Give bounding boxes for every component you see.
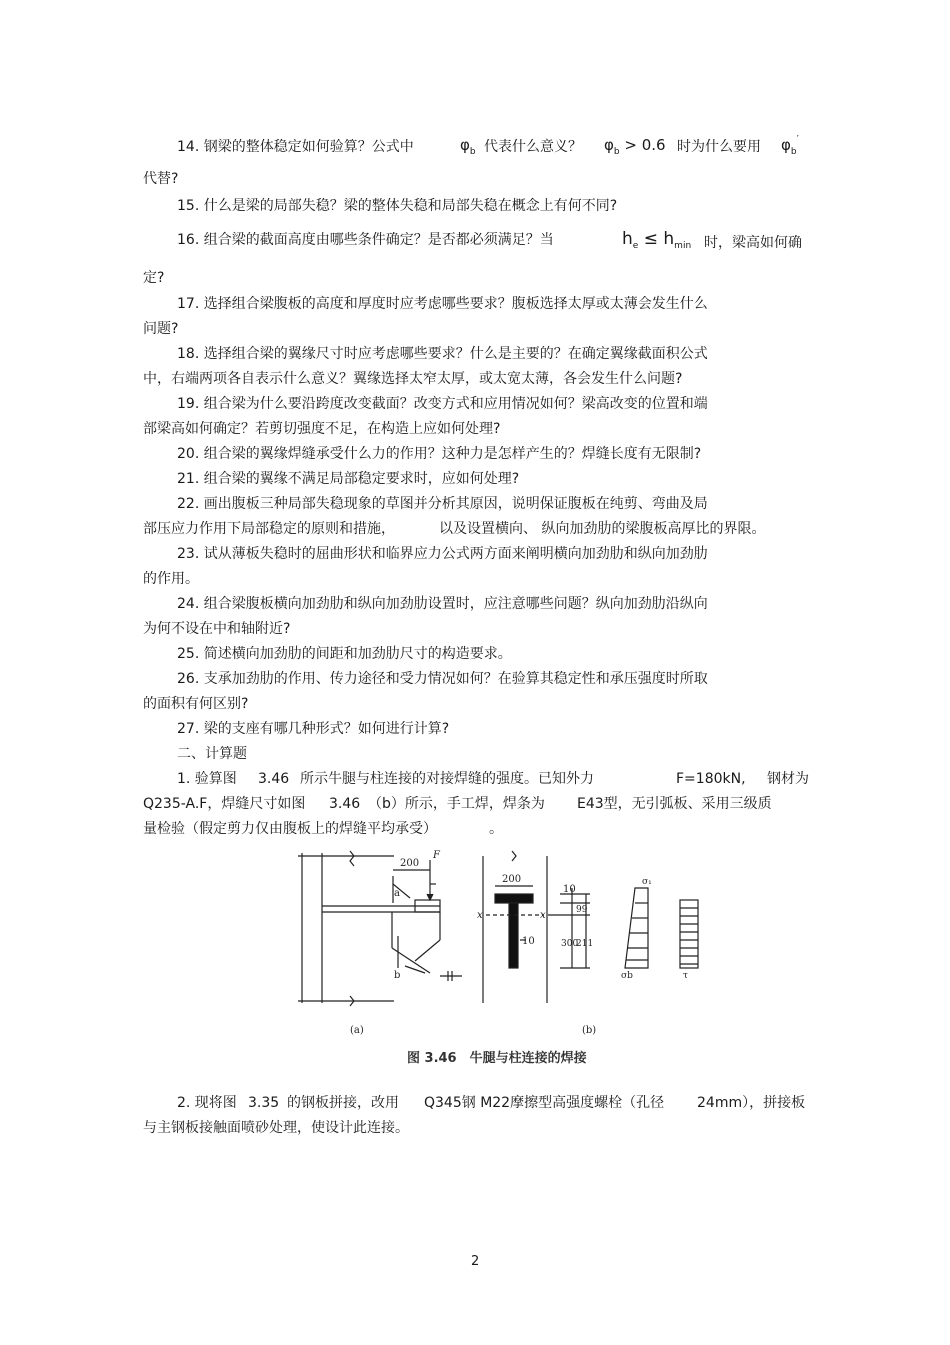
q25: 25. 简述横向加劲肋的间距和加劲肋尺寸的构造要求。 xyxy=(177,646,512,662)
sigma-diagram xyxy=(625,888,648,968)
q23-line2: 的作用。 xyxy=(143,571,199,587)
dim-200-b: 200 xyxy=(502,874,522,885)
calc1-l1b: 3.46 xyxy=(258,771,290,787)
q14-why: 时为什么要用 xyxy=(677,139,761,155)
q21: 21. 组合梁的翼缘不满足局部稳定要求时，应如何处理? xyxy=(177,471,520,487)
dim-300: 300 xyxy=(561,939,579,949)
section-calc-title: 二、计算题 xyxy=(177,746,247,762)
q18-line2: 中，右端两项各自表示什么意义？翼缘选择太窄太厚，或太宽太薄，各会发生什么问题? xyxy=(143,371,683,387)
dim-99: 99 xyxy=(576,905,588,915)
calc2-l1c: 的钢板拼接，改用 xyxy=(287,1095,399,1111)
q16-beam: 时，梁高如何确 xyxy=(704,235,802,251)
dim-10-top: 10 xyxy=(563,884,576,895)
phi-b-symbol: $\varphi_b$ xyxy=(460,136,476,157)
calc1-l1c: 所示牛腿与柱连接的对接焊缝的强度。已知外力 xyxy=(300,771,594,787)
calc1-l3a: 量检验（假定剪力仅由腹板上的焊缝平均承受） xyxy=(143,821,437,837)
calc1-l2a: Q235-A.F，焊缝尺寸如图 xyxy=(143,796,306,812)
he-leq-hmin: $h_e \le h_{min}$ xyxy=(622,229,692,251)
subcaption-b: (b) xyxy=(582,1025,597,1036)
label-f: F xyxy=(433,850,440,861)
calc1-l1e: 钢材为 xyxy=(767,771,809,787)
label-x-left: x xyxy=(477,910,483,921)
calc1-l2c: （b）所示，手工焊，焊条为 xyxy=(368,796,545,812)
q26-line1: 26. 支承加劲肋的作用、传力途径和受力情况如何？在验算其稳定性和承压强度时所取 xyxy=(177,671,708,687)
tau-diagram xyxy=(680,900,698,968)
dim-10-web: 10 xyxy=(522,936,535,947)
calc1-l1a: 1. 验算图 xyxy=(177,771,237,787)
calc2-l1b: 3.35 xyxy=(248,1095,280,1111)
q24-line2: 为何不设在中和轴附近? xyxy=(143,621,291,637)
label-tau: τ xyxy=(683,971,688,981)
calc2-l1d: Q345钢 M22摩擦型高强度螺栓（孔径 xyxy=(424,1095,665,1111)
q15: 15. 什么是梁的局部失稳？梁的整体失稳和局部失稳在概念上有何不同? xyxy=(177,198,618,214)
q22-line2b: 以及设置横向、 纵向加劲肋的梁腹板高厚比的界限。 xyxy=(439,521,766,537)
page-number: 2 xyxy=(471,1254,480,1269)
q14-meaning: 代表什么意义？ xyxy=(484,139,582,155)
label-x-right: x xyxy=(540,910,546,921)
calc2-l2: 与主钢板接触面喷砂处理，使设计此连接。 xyxy=(143,1120,409,1136)
q17-line2: 问题? xyxy=(143,321,179,337)
q20: 20. 组合梁的翼缘焊缝承受什么力的作用？这种力是怎样产生的？焊缝长度有无限制? xyxy=(177,446,702,462)
calc1-l2d: E43型，无引弧板、采用三级质 xyxy=(577,796,772,812)
q22-line2a: 部压应力作用下局部稳定的原则和措施， xyxy=(143,521,395,537)
calc2-l1a: 2. 现将图 xyxy=(177,1095,237,1111)
calc1-l1d: F=180kN, xyxy=(676,771,746,787)
q26-line2: 的面积有何区别? xyxy=(143,696,249,712)
q17-line1: 17. 选择组合梁腹板的高度和厚度时应考虑哪些要求？腹板选择太厚或太薄会发生什么 xyxy=(177,296,708,312)
calc2-l1e: 24mm），拼接板 xyxy=(697,1095,806,1111)
label-b: b xyxy=(394,970,401,981)
q27: 27. 梁的支座有哪几种形式？如何进行计算? xyxy=(177,721,450,737)
q22-line1: 22. 画出腹板三种局部失稳现象的草图并分析其原因，说明保证腹板在纯剪、弯曲及局 xyxy=(177,496,708,512)
figure-3-46 xyxy=(290,848,710,1078)
phi-b-prime-symbol: $\varphi_b'$ xyxy=(781,134,799,157)
phi-b-condition: $\varphi_b > 0.6$ xyxy=(604,136,666,157)
subcaption-a: (a) xyxy=(350,1025,364,1036)
calc1-l3b: 。 xyxy=(489,821,503,837)
label-sigmab: σb xyxy=(621,971,633,981)
q16-line1: 16. 组合梁的截面高度由哪些条件确定？是否都必须满足？当 xyxy=(177,232,554,248)
q23-line1: 23. 试从薄板失稳时的屈曲形状和临界应力公式两方面来阐明横向加劲肋和纵向加劲肋 xyxy=(177,546,708,562)
q24-line1: 24. 组合梁腹板横向加劲肋和纵向加劲肋设置时，应注意哪些问题？纵向加劲肋沿纵向 xyxy=(177,596,708,612)
q19-line1: 19. 组合梁为什么要沿跨度改变截面？改变方式和应用情况如何？梁高改变的位置和端 xyxy=(177,396,708,412)
dim-211: 211 xyxy=(576,939,594,949)
q14-line1: 14. 钢梁的整体稳定如何验算？公式中 xyxy=(177,139,414,155)
t-flange xyxy=(495,894,533,903)
t-web xyxy=(509,903,518,968)
label-sigma1: σ₁ xyxy=(642,877,652,887)
calc1-l2b: 3.46 xyxy=(329,796,361,812)
q14-line2: 代替? xyxy=(143,171,179,187)
label-a: a xyxy=(394,888,400,899)
figure-caption: 图 3.46 牛腿与柱连接的焊接 xyxy=(407,1051,587,1066)
q19-line2: 部梁高如何确定？若剪切强度不足，在构造上应如何处理? xyxy=(143,421,501,437)
q18-line1: 18. 选择组合梁的翼缘尺寸时应考虑哪些要求？什么是主要的？在确定翼缘截面积公式 xyxy=(177,346,708,362)
dim-200-a: 200 xyxy=(400,858,420,869)
q16-line2: 定? xyxy=(143,270,165,286)
